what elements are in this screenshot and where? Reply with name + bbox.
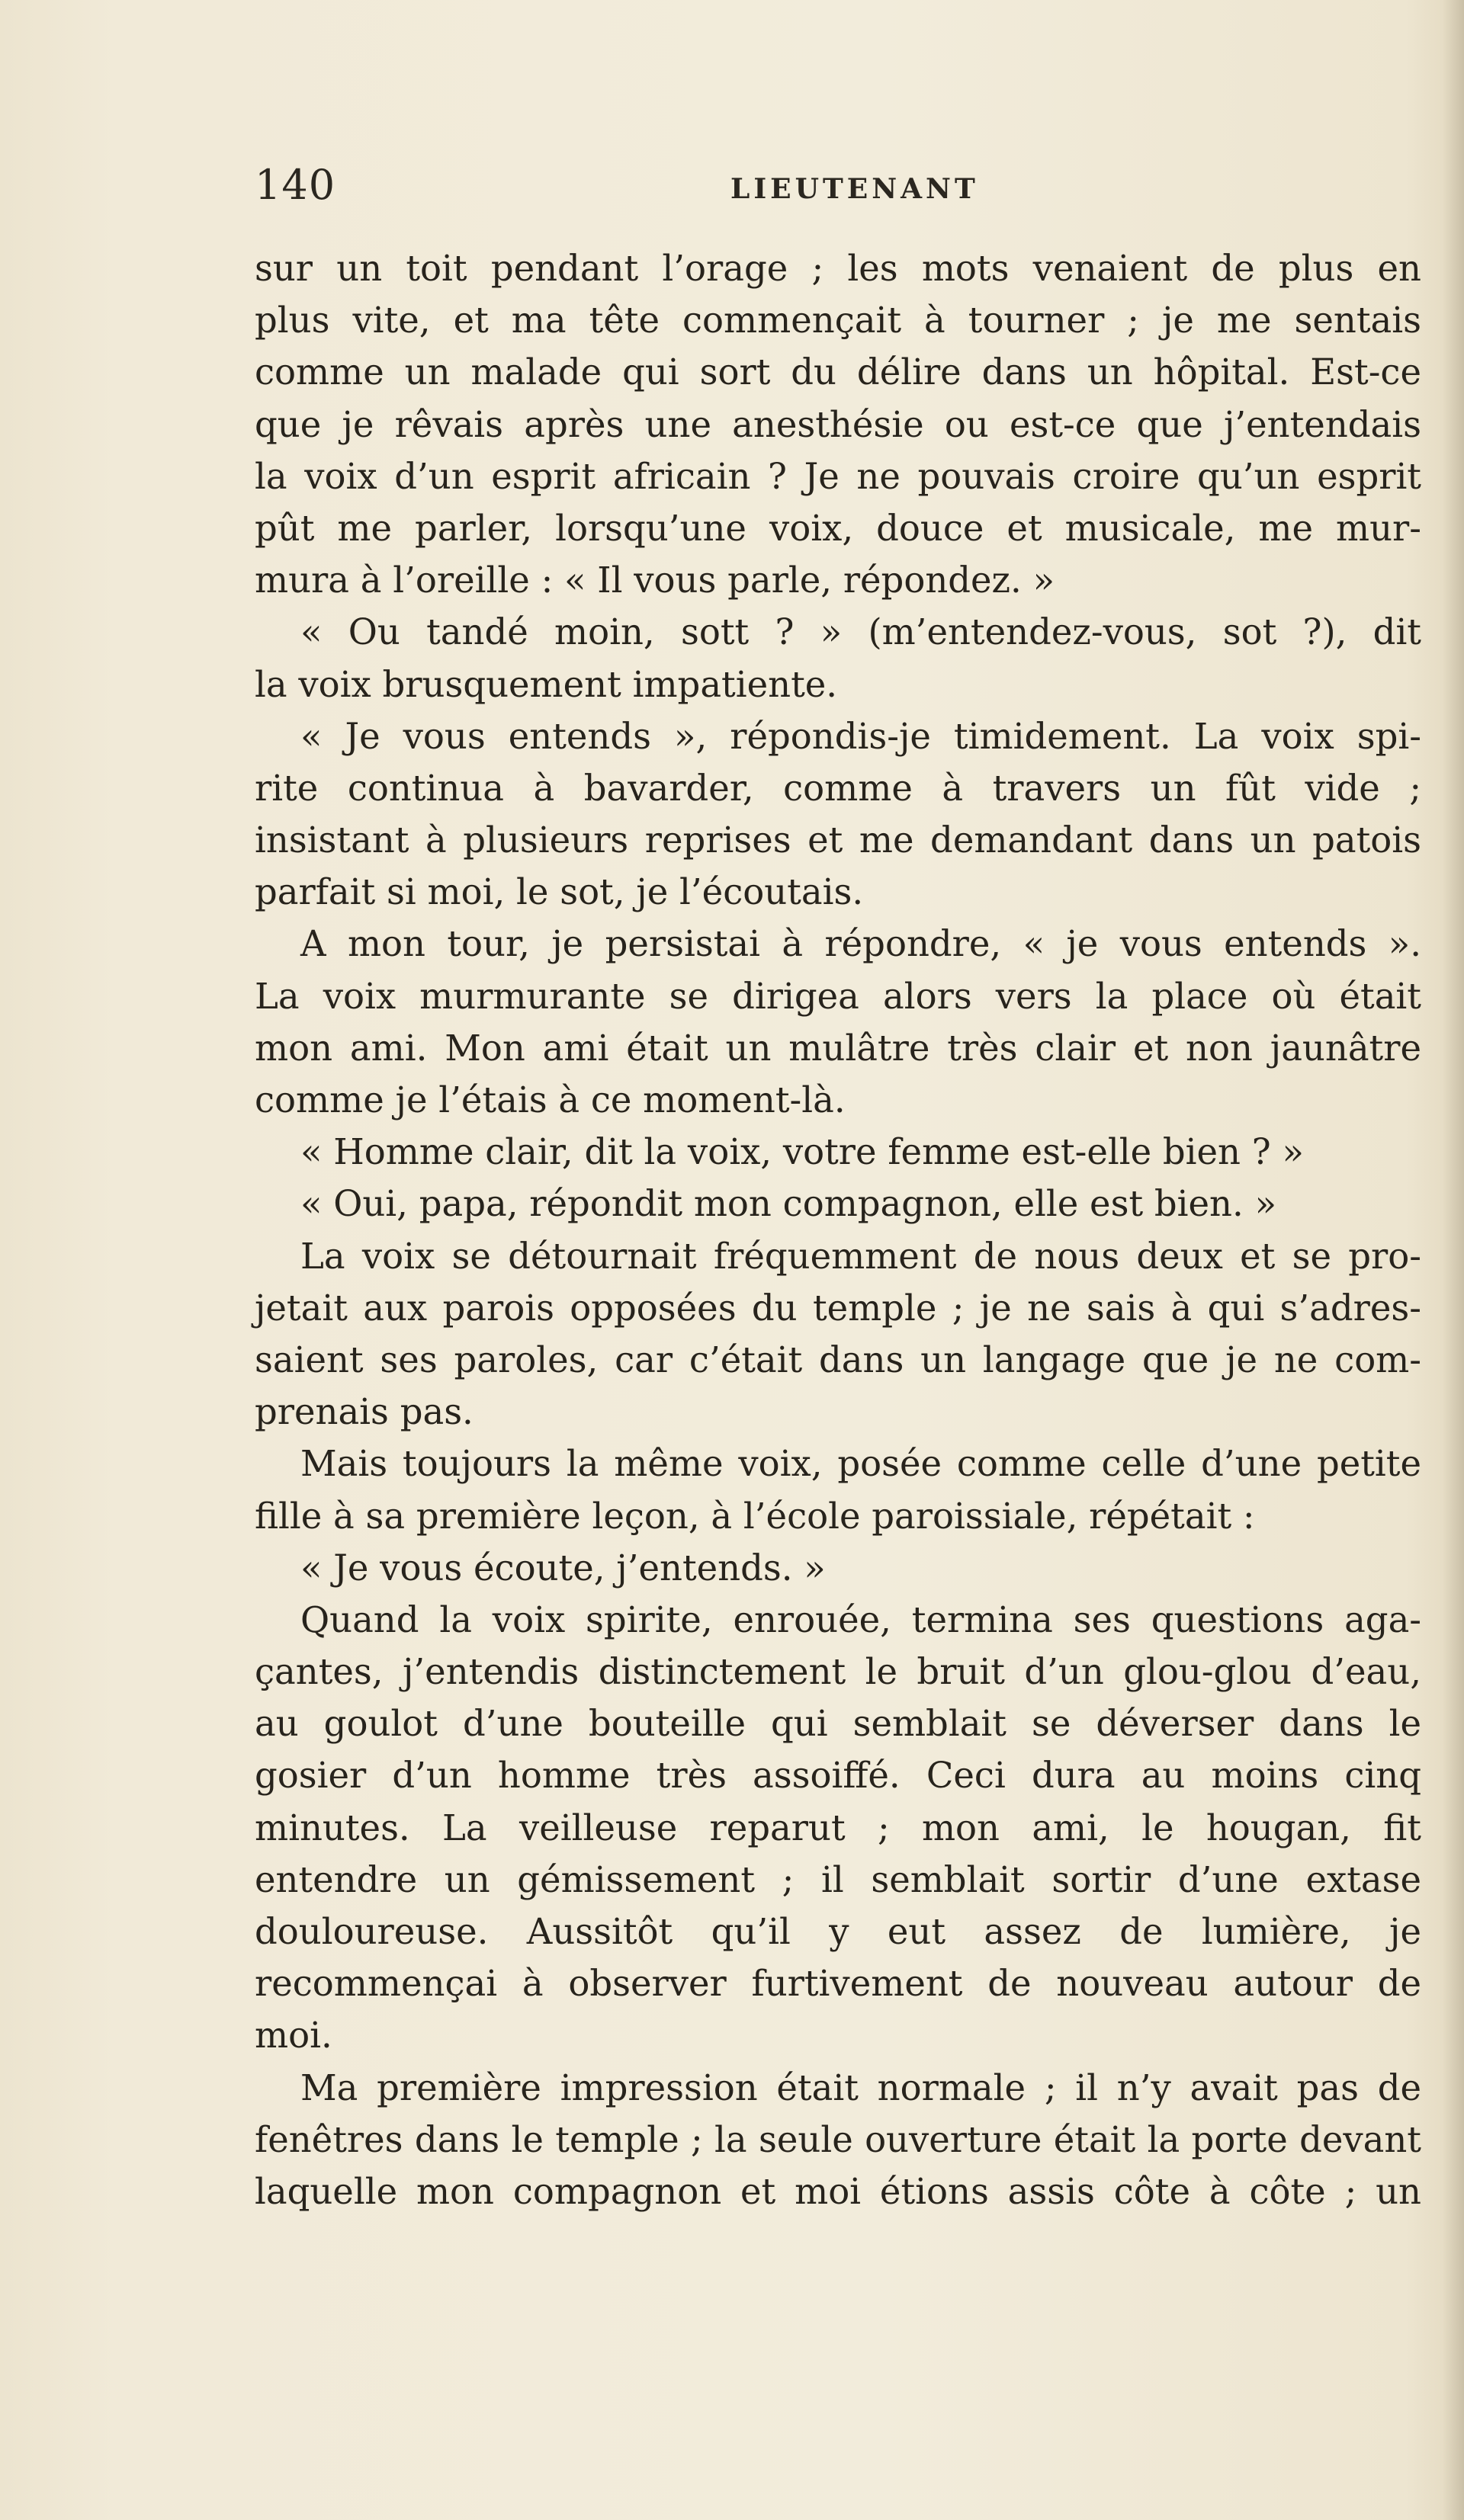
- text-line: fille à sa première leçon, à l’école paroissiale, répétait :: [255, 1495, 1255, 1537]
- text-line: « Homme clair, dit la voix, votre femme est-elle bien ? »: [300, 1131, 1304, 1173]
- text-line: que je rêvais après une anesthésie ou est-ce que j’entendais: [255, 403, 1421, 445]
- text-line: jetait aux parois opposées du temple ; je ne sais à qui s’adres-: [255, 1287, 1421, 1329]
- text-line: sur un toit pendant l’orage ; les mots venaient de plus en: [255, 248, 1421, 289]
- text-line: la voix d’un esprit africain ? Je ne pouvais croire qu’un esprit: [255, 455, 1421, 497]
- text-line: çantes, j’entendis distinctement le bruit d’un glou-glou d’eau,: [255, 1651, 1421, 1693]
- text-line: rite continua à bavarder, comme à travers un fût vide ;: [255, 767, 1421, 809]
- text-line: La voix murmurante se dirigea alors vers la place où était: [255, 975, 1421, 1017]
- text-line: comme un malade qui sort du délire dans un hôpital. Est-ce: [255, 351, 1421, 393]
- text-line: « Je vous entends », répondis-je timidement. La voix spi-: [300, 715, 1421, 757]
- text-line: laquelle mon compagnon et moi étions assis côte à côte ; un: [255, 2170, 1421, 2212]
- text-line: « Ou tandé moin, sott ? » (m’entendez-vous, sot ?), dit: [300, 611, 1421, 653]
- text-line: gosier d’un homme très assoiffé. Ceci dura au moins cinq: [255, 1755, 1421, 1797]
- text-line: parfait si moi, le sot, je l’écoutais.: [255, 871, 864, 913]
- text-line: saient ses paroles, car c’était dans un langage que je ne com-: [255, 1339, 1421, 1380]
- text-line: moi.: [255, 2015, 332, 2057]
- text-line: insistant à plusieurs reprises et me demandant dans un patois: [255, 819, 1421, 861]
- text-line: fenêtres dans le temple ; la seule ouverture était la porte devant: [255, 2118, 1421, 2160]
- running-title: LIEUTENANT: [730, 173, 979, 205]
- text-line: La voix se détournait fréquemment de nous deux et se pro-: [300, 1235, 1421, 1277]
- text-line: recommençai à observer furtivement de nouveau autour de: [255, 1963, 1421, 2005]
- page-edge-shadow: [1443, 0, 1464, 2520]
- text-line: douloureuse. Aussitôt qu’il y eut assez de lumière, je: [255, 1911, 1421, 1952]
- text-line: plus vite, et ma tête commençait à tourner ; je me sentais: [255, 300, 1421, 341]
- text-line: la voix brusquement impatiente.: [255, 663, 838, 705]
- text-line: Ma première impression était normale ; il n’y avait pas de: [300, 2066, 1421, 2108]
- text-line: mura à l’oreille : « Il vous parle, répondez. »: [255, 559, 1055, 601]
- text-line: entendre un gémissement ; il semblait sortir d’une extase: [255, 1858, 1421, 1900]
- text-line: prenais pas.: [255, 1391, 474, 1433]
- text-line: A mon tour, je persistai à répondre, « je vous entends ».: [300, 923, 1421, 965]
- text-line: comme je l’étais à ce moment-là.: [255, 1079, 846, 1121]
- text-line: Mais toujours la même voix, posée comme celle d’une petite: [300, 1443, 1421, 1485]
- page-header: [255, 159, 1444, 212]
- text-line: au goulot d’une bouteille qui semblait se déverser dans le: [255, 1703, 1421, 1745]
- text-line: « Oui, papa, répondit mon compagnon, elle est bien. »: [300, 1183, 1277, 1225]
- text-line: Quand la voix spirite, enrouée, termina ses questions aga-: [300, 1598, 1421, 1640]
- body-text: [255, 242, 1421, 2217]
- text-line: « Je vous écoute, j’entends. »: [300, 1547, 826, 1589]
- page-number: 140: [255, 161, 336, 209]
- text-line: minutes. La veilleuse reparut ; mon ami, le hougan, fit: [255, 1807, 1421, 1848]
- text-line: pût me parler, lorsqu’une voix, douce et musicale, me mur-: [255, 507, 1421, 549]
- text-line: mon ami. Mon ami était un mulâtre très clair et non jaunâtre: [255, 1027, 1421, 1069]
